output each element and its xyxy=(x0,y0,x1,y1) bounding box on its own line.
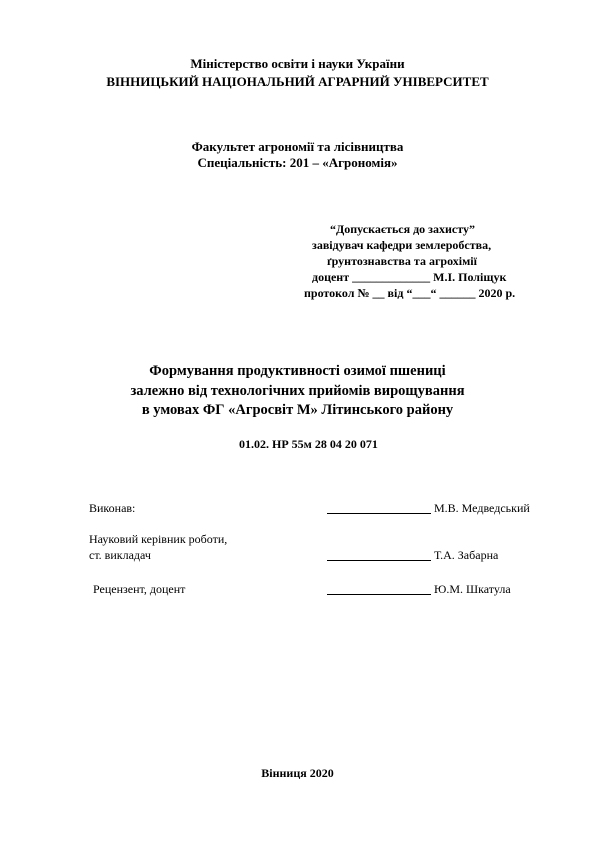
city-year: Вінниця 2020 xyxy=(261,766,334,780)
university-name: ВІННИЦЬКИЙ НАЦІОНАЛЬНИЙ АГРАРНИЙ УНІВЕРСИТЕТ xyxy=(106,74,489,89)
thesis-code: 01.02. НР 55м 28 04 20 071 xyxy=(239,437,378,451)
ministry-line: Міністерство освіти і науки України xyxy=(190,56,405,71)
supervisor-position: ст. викладач xyxy=(89,548,151,562)
supervisor-signature-line xyxy=(327,560,431,561)
approval-docent-line: доцент _____________ М.І. Поліщук xyxy=(312,270,507,284)
reviewer-label: Рецензент, доцент xyxy=(93,582,186,596)
approval-dept-name: ґрунтознавства та агрохімії xyxy=(327,254,477,268)
performer-name: М.В. Медведський xyxy=(434,501,530,515)
performer-signature-line xyxy=(327,513,431,514)
thesis-title-line-1: Формування продуктивності озимої пшениці xyxy=(149,363,446,379)
thesis-title-line-3: в умовах ФГ «Агросвіт М» Літинського району xyxy=(141,402,454,418)
specialty-line: Спеціальність: 201 – «Агрономія» xyxy=(197,155,398,170)
thesis-title-line-2: залежно від технологічних прийомів вирощування xyxy=(130,383,465,399)
supervisor-label: Науковий керівник роботи, xyxy=(89,532,228,546)
supervisor-name: Т.А. Забарна xyxy=(434,548,499,562)
approval-admitted: “Допускається до захисту” xyxy=(330,222,475,236)
approval-head-of-dept: завідувач кафедри землеробства, xyxy=(312,238,492,252)
reviewer-signature-line xyxy=(327,594,431,595)
performer-label: Виконав: xyxy=(89,501,136,515)
reviewer-name: Ю.М. Шкатула xyxy=(434,582,511,596)
approval-protocol-line: протокол № __ від “___“ ______ 2020 р. xyxy=(304,286,516,300)
faculty-line: Факультет агрономії та лісівництва xyxy=(191,139,404,154)
